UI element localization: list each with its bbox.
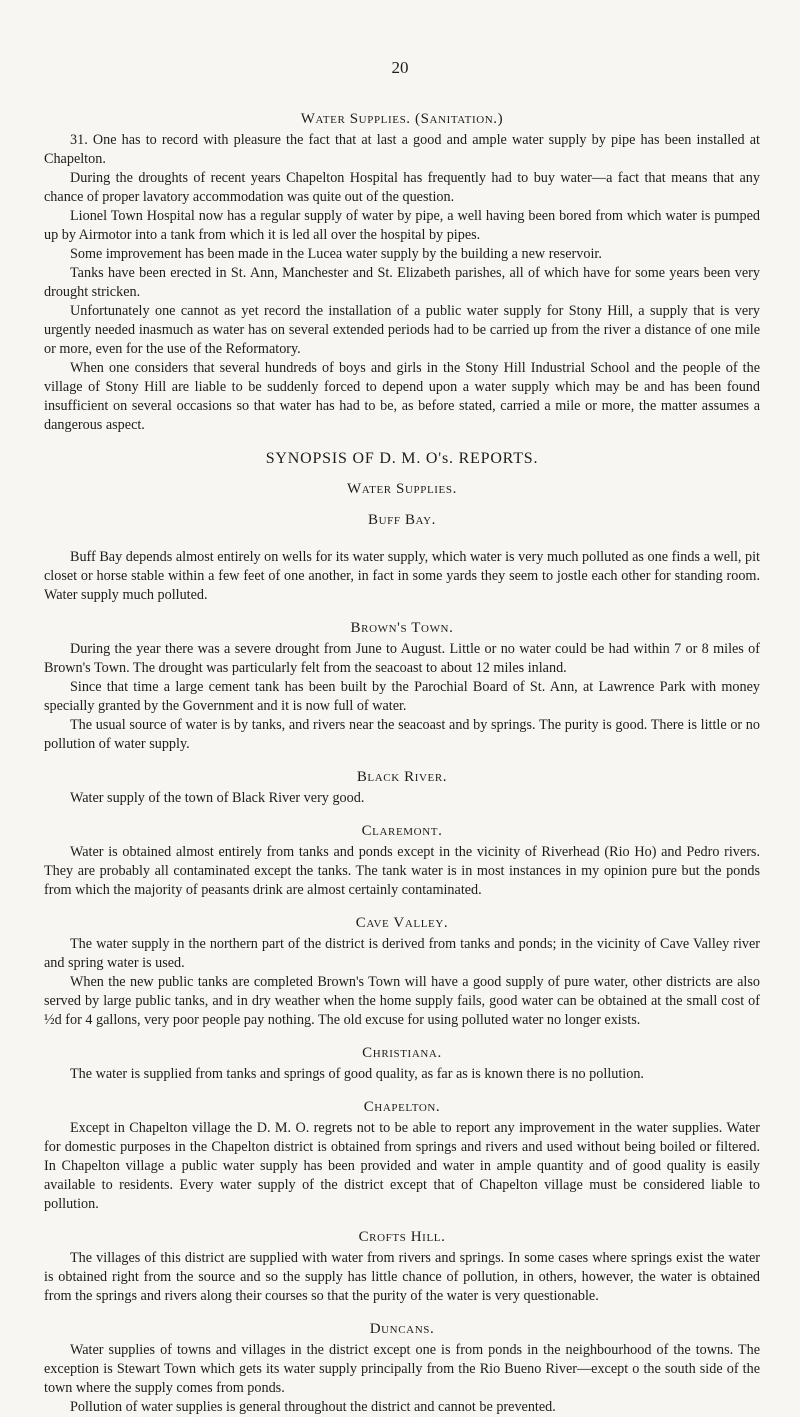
paragraph: The water is supplied from tanks and springs of good quality, as far as is known there is no pollution. [70,1066,644,1082]
paragraph: Buff Bay depends almost entirely on wells for its water supply, which water is very much polluted as one finds a well, pit closet or horse stable within a few feet of one another, in fact in some yards they seem to jostle each other for standing room. Water supply much polluted. [44,549,760,603]
page-number: 20 [391,58,409,77]
paragraph: Water is obtained almost entirely from tanks and ponds except in the vicinity of Riverhead (Rio Ho) and Pedro rivers. They are probably all contaminated except the tanks. The tank water is in most instances in my opinion pure but the ponds from which the majority of peasants drink are almost certainly contaminated. [44,844,760,898]
district-heading: Christiana. [362,1045,442,1061]
paragraph: Except in Chapelton village the D. M. O. regrets not to be able to report any improvement in the water supplies. Water for domestic purposes in the Chapelton district is obtained from springs and rivers and used without being boiled or filtered. In Chapelton village a public water supply has been provided and water in ample quantity and of good quality is easily available to residents. Every water supply of the district except that of Chapelton village must be considered liable to pollution. [44,1120,760,1212]
paragraph: During the year there was a severe drought from June to August. Little or no water could be had within 7 or 8 miles of Brown's Town. The drought was particularly felt from the seacoast to about 12 miles inland. [44,641,760,676]
district-heading: Cave Valley. [355,915,449,931]
district-sections [44,511,760,1417]
document-body [44,110,760,1417]
paragraph: The water supply in the northern part of the district is derived from tanks and ponds; in the vicinity of Cave Valley river and spring water is used. [44,936,760,971]
district-heading: Crofts Hill. [358,1229,446,1245]
paragraph: When one considers that several hundreds of boys and girls in the Stony Hill Industrial School and the people of the village of Stony Hill are liable to be suddenly forced to depend upon a water supply which may be and has been found insufficient on several occasions so that water has had to be, as before stated, carried a mile or more, the matter assumes a dangerous aspect. [44,360,760,433]
paragraph: Some improvement has been made in the Lucea water supply by the building a new reservoir. [70,246,602,262]
paragraph: Pollution of water supplies is general throughout the district and cannot be prevented. [70,1399,556,1415]
paragraph: Water supply of the town of Black River very good. [70,790,365,806]
paragraph: When the new public tanks are completed Brown's Town will have a good supply of pure water, other districts are also served by large public tanks, and in dry weather when the home supply fails, good water can be obtained at the small cost of ½d for 4 gallons, very poor people pay nothing. The old excuse for using polluted water no longer exists. [44,974,760,1028]
district-heading: Black River. [356,769,448,785]
paragraph: Water supplies of towns and villages in the district except one is from ponds in the neighbourhood of the towns. The exception is Stewart Town which gets its water supply principally from the Rio Bueno River—except o the south side of the town where the supply comes from ponds. [44,1342,760,1396]
water-supplies-heading: Water Supplies. [347,481,457,497]
paragraph: The usual source of water is by tanks, and rivers near the seacoast and by springs. The purity is good. There is little or no pollution of water supply. [44,717,760,752]
paragraph: Since that time a large cement tank has been built by the Parochial Board of St. Ann, at Lawrence Park with money specially granted by the Government and it is now full of water. [44,679,760,714]
paragraph: 31. One has to record with pleasure the fact that at last a good and ample water supply by pipe has been installed at Chapelton. [44,132,760,167]
district-heading: Duncans. [369,1321,435,1337]
paragraph: During the droughts of recent years Chapelton Hospital has frequently had to buy water—a fact that means that any chance of proper lavatory accommodation was quite out of the question. [44,170,760,205]
paragraph: The villages of this district are supplied with water from rivers and springs. In some cases where springs exist the water is obtained right from the source and so the supply has little chance of pollution, in others, however, the water is obtained from the springs and rivers along their courses so that the purity of the water is very questionable. [44,1250,760,1304]
district-heading: Claremont. [361,823,443,839]
paragraph: Lionel Town Hospital now has a regular supply of water by pipe, a well having been bored from which water is pumped up by Airmotor into a tank from which it is led all over the hospital by pipes. [44,208,760,243]
district-heading: Brown's Town. [350,620,454,636]
intro-paragraphs [44,131,760,435]
section-heading: Water Supplies. (Sanitation.) [300,111,504,127]
synopsis-heading: SYNOPSIS OF D. M. O's. REPORTS. [265,450,539,467]
district-heading: Buff Bay. [368,512,436,528]
district-heading: Chapelton. [363,1099,441,1115]
paragraph: Tanks have been erected in St. Ann, Manchester and St. Elizabeth parishes, all of which have for some years been very drought stricken. [44,265,760,300]
paragraph: Unfortunately one cannot as yet record the installation of a public water supply for Stony Hill, a supply that is very urgently needed inasmuch as water has on several extended periods had to be carried up from the river a distance of one mile or more, even for the use of the Reformatory. [44,303,760,357]
